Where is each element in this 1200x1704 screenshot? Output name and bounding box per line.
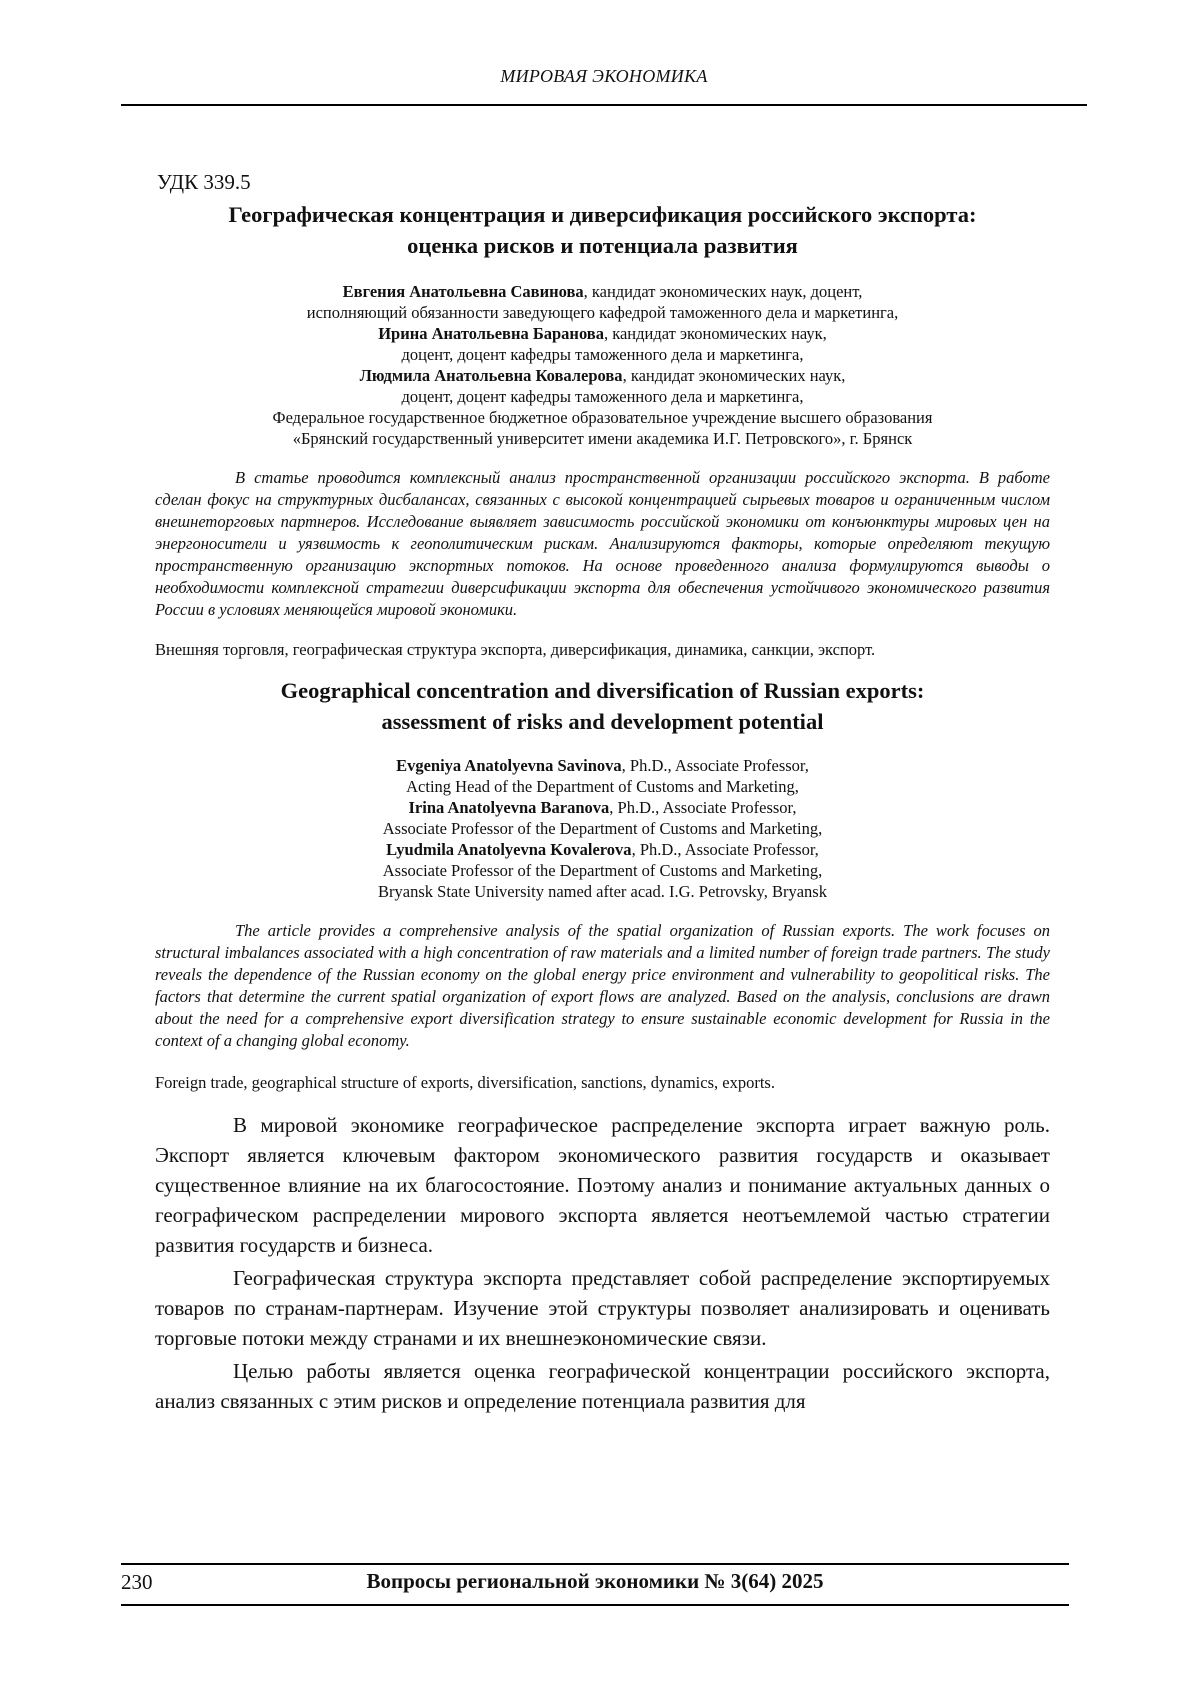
authors-block-ru [155,281,1050,449]
author-credentials: , Ph.D., Associate Professor, [621,756,809,775]
affiliation: Федеральное государственное бюджетное образовательное учреждение высшего образования [272,408,933,427]
title-ru-line: Географическая концентрация и диверсификация российского экспорта: [228,202,977,227]
author-line [155,281,1050,302]
author-credentials: , кандидат экономических наук, [622,366,846,385]
author-credentials: , кандидат экономических наук, доцент, [583,282,863,301]
keywords-ru: Внешняя торговля, географическая структура экспорта, диверсификация, динамика, санкции, экспорт. [155,640,876,659]
author-name: Ирина Анатольевна Баранова [378,324,604,343]
author-line [155,323,1050,344]
author-name: Irina Anatolyevna Baranova [408,798,610,817]
body-text [155,1110,1050,1416]
body-paragraph: Целью работы является оценка географической концентрации российского экспорта, анализ связанных с этим рисков и определение потенциала развития для [155,1359,1050,1413]
title-en-line: assessment of risks and development potential [381,709,824,734]
abstract-ru: В статье проводится комплексный анализ пространственной организации российского экспорта. В работе сделан фокус на структурных дисбалансах, связанных с высокой концентрацией сырьевых товаров и ограниченным числом внешнеторговых партнеров. Исследование выявляет зависимость российской экономики от конъюнктуры мировых цен на энергоносители и уязвимость к геополитическим рискам. Анализируются факторы, которые определяют текущую пространственную организацию экспортных потоков. На основе проведенного анализа формулируются выводы о необходимости комплексной стратегии диверсификации экспорта для обеспечения устойчивого экономического развития России в условиях меняющейся мировой экономики. [155,468,1050,619]
article-content [155,170,1050,1419]
author-position: доцент, доцент кафедры таможенного дела и маркетинга, [401,387,804,406]
author-line [155,797,1050,818]
footer-rule-top [121,1563,1069,1565]
header-rule [121,104,1087,106]
journal-title: Вопросы региональной экономики № 3(64) 2025 [366,1569,824,1593]
page-number: 230 [121,1570,153,1594]
author-position: доцент, доцент кафедры таможенного дела и маркетинга, [401,345,804,364]
author-name: Людмила Анатольевна Ковалерова [359,366,623,385]
author-credentials: , кандидат экономических наук, [603,324,827,343]
author-name: Евгения Анатольевна Савинова [342,282,584,301]
running-head: МИРОВАЯ ЭКОНОМИКА [500,66,708,86]
keywords-en: Foreign trade, geographical structure of exports, diversification, sanctions, dynamics, exports. [155,1073,775,1092]
body-paragraph: Географическая структура экспорта представляет собой распределение экспортируемых товаров по странам-партнерам. Изучение этой структуры позволяет анализировать и оценивать торговые потоки между странами и их внешнеэкономические связи. [155,1266,1050,1350]
author-position: Acting Head of the Department of Customs and Marketing, [406,777,799,796]
author-credentials: , Ph.D., Associate Professor, [631,840,819,859]
authors-block-en [155,755,1050,902]
affiliation: Bryansk State University named after acad. I.G. Petrovsky, Bryansk [378,882,827,901]
author-line [155,839,1050,860]
author-name: Lyudmila Anatolyevna Kovalerova [386,840,632,859]
author-position: Associate Professor of the Department of Customs and Marketing, [382,819,823,838]
author-name: Evgeniya Anatolyevna Savinova [396,756,622,775]
affiliation: «Брянский государственный университет имени академика И.Г. Петровского», г. Брянск [292,429,913,448]
author-position: Associate Professor of the Department of Customs and Marketing, [382,861,823,880]
author-credentials: , Ph.D., Associate Professor, [609,798,797,817]
author-line [155,365,1050,386]
udk-code: УДК 339.5 [157,170,251,194]
body-paragraph: В мировой экономике географическое распределение экспорта играет важную роль. Экспорт является ключевым фактором экономического развития государств и оказывает существенное влияние на их благосостояние. Поэтому анализ и понимание актуальных данных о географическом распределении мирового экспорта является неотъемлемой частью стратегии развития государств и бизнеса. [155,1113,1050,1257]
author-line [155,755,1050,776]
article-title-ru [155,199,1050,261]
author-position: исполняющий обязанности заведующего кафедрой таможенного дела и маркетинга, [306,303,899,322]
title-en-line: Geographical concentration and diversification of Russian exports: [280,678,925,703]
abstract-en: The article provides a comprehensive analysis of the spatial organization of Russian exports. The work focuses on structural imbalances associated with a high concentration of raw materials and a limited number of foreign trade partners. The study reveals the dependence of the Russian economy on the global energy price environment and vulnerability to geopolitical risks. The factors that determine the current spatial organization of export flows are analyzed. Based on the analysis, conclusions are drawn about the need for a comprehensive export diversification strategy to ensure sustainable economic development for Russia in the context of a changing global economy. [155,921,1050,1050]
title-ru-line: оценка рисков и потенциала развития [407,233,798,258]
footer-rule-bottom [121,1604,1069,1606]
article-title-en [155,675,1050,737]
